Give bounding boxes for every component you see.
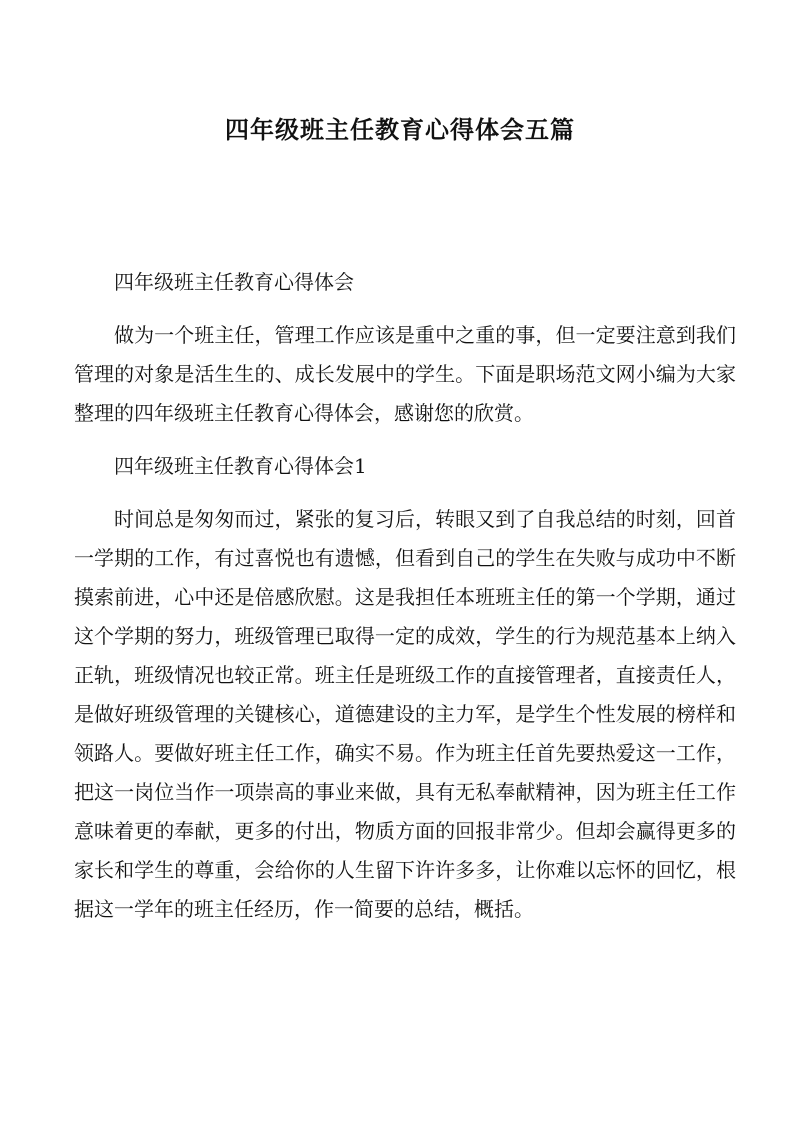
body-paragraph: 时间总是匆匆而过，紧张的复习后，转眼又到了自我总结的时刻，回首一学期的工作，有过喜悦也有遗憾，但看到自己的学生在失败与成功中不断摸索前进，心中还是倍感欣慰。这是我担任本班班主任的第一个学期，通过这个学期的努力，班级管理已取得一定的成效，学生的行为规范基本上纳入正轨，班级情况也较正常。班主任是班级工作的直接管理者，直接责任人，是做好班级管理的关键核心，道德建设的主力军，是学生个性发展的榜样和领路人。要做好班主任工作，确实不易。作为班主任首先要热爱这一工作，把这一岗位当作一项崇高的事业来做，具有无私奉献精神，因为班主任工作意味着更的奉献，更多的付出，物质方面的回报非常少。但却会赢得更多的家长和学生的尊重，会给你的人生留下许许多多，让你难以忘怀的回忆，根据这一学年的班主任经历，作一简要的总结，概括。 <box>74 507 736 921</box>
intro-paragraph: 做为一个班主任，管理工作应该是重中之重的事，但一定要注意到我们管理的对象是活生生的、成长发展中的学生。下面是职场范文网小编为大家整理的四年级班主任教育心得体会，感谢您的欣赏。 <box>74 323 736 425</box>
document-body <box>74 263 736 943</box>
document-title: 四年级班主任教育心得体会五篇 <box>225 116 575 144</box>
section-heading: 四年级班主任教育心得体会 <box>114 270 354 294</box>
section-heading: 四年级班主任教育心得体会1 <box>114 454 367 478</box>
